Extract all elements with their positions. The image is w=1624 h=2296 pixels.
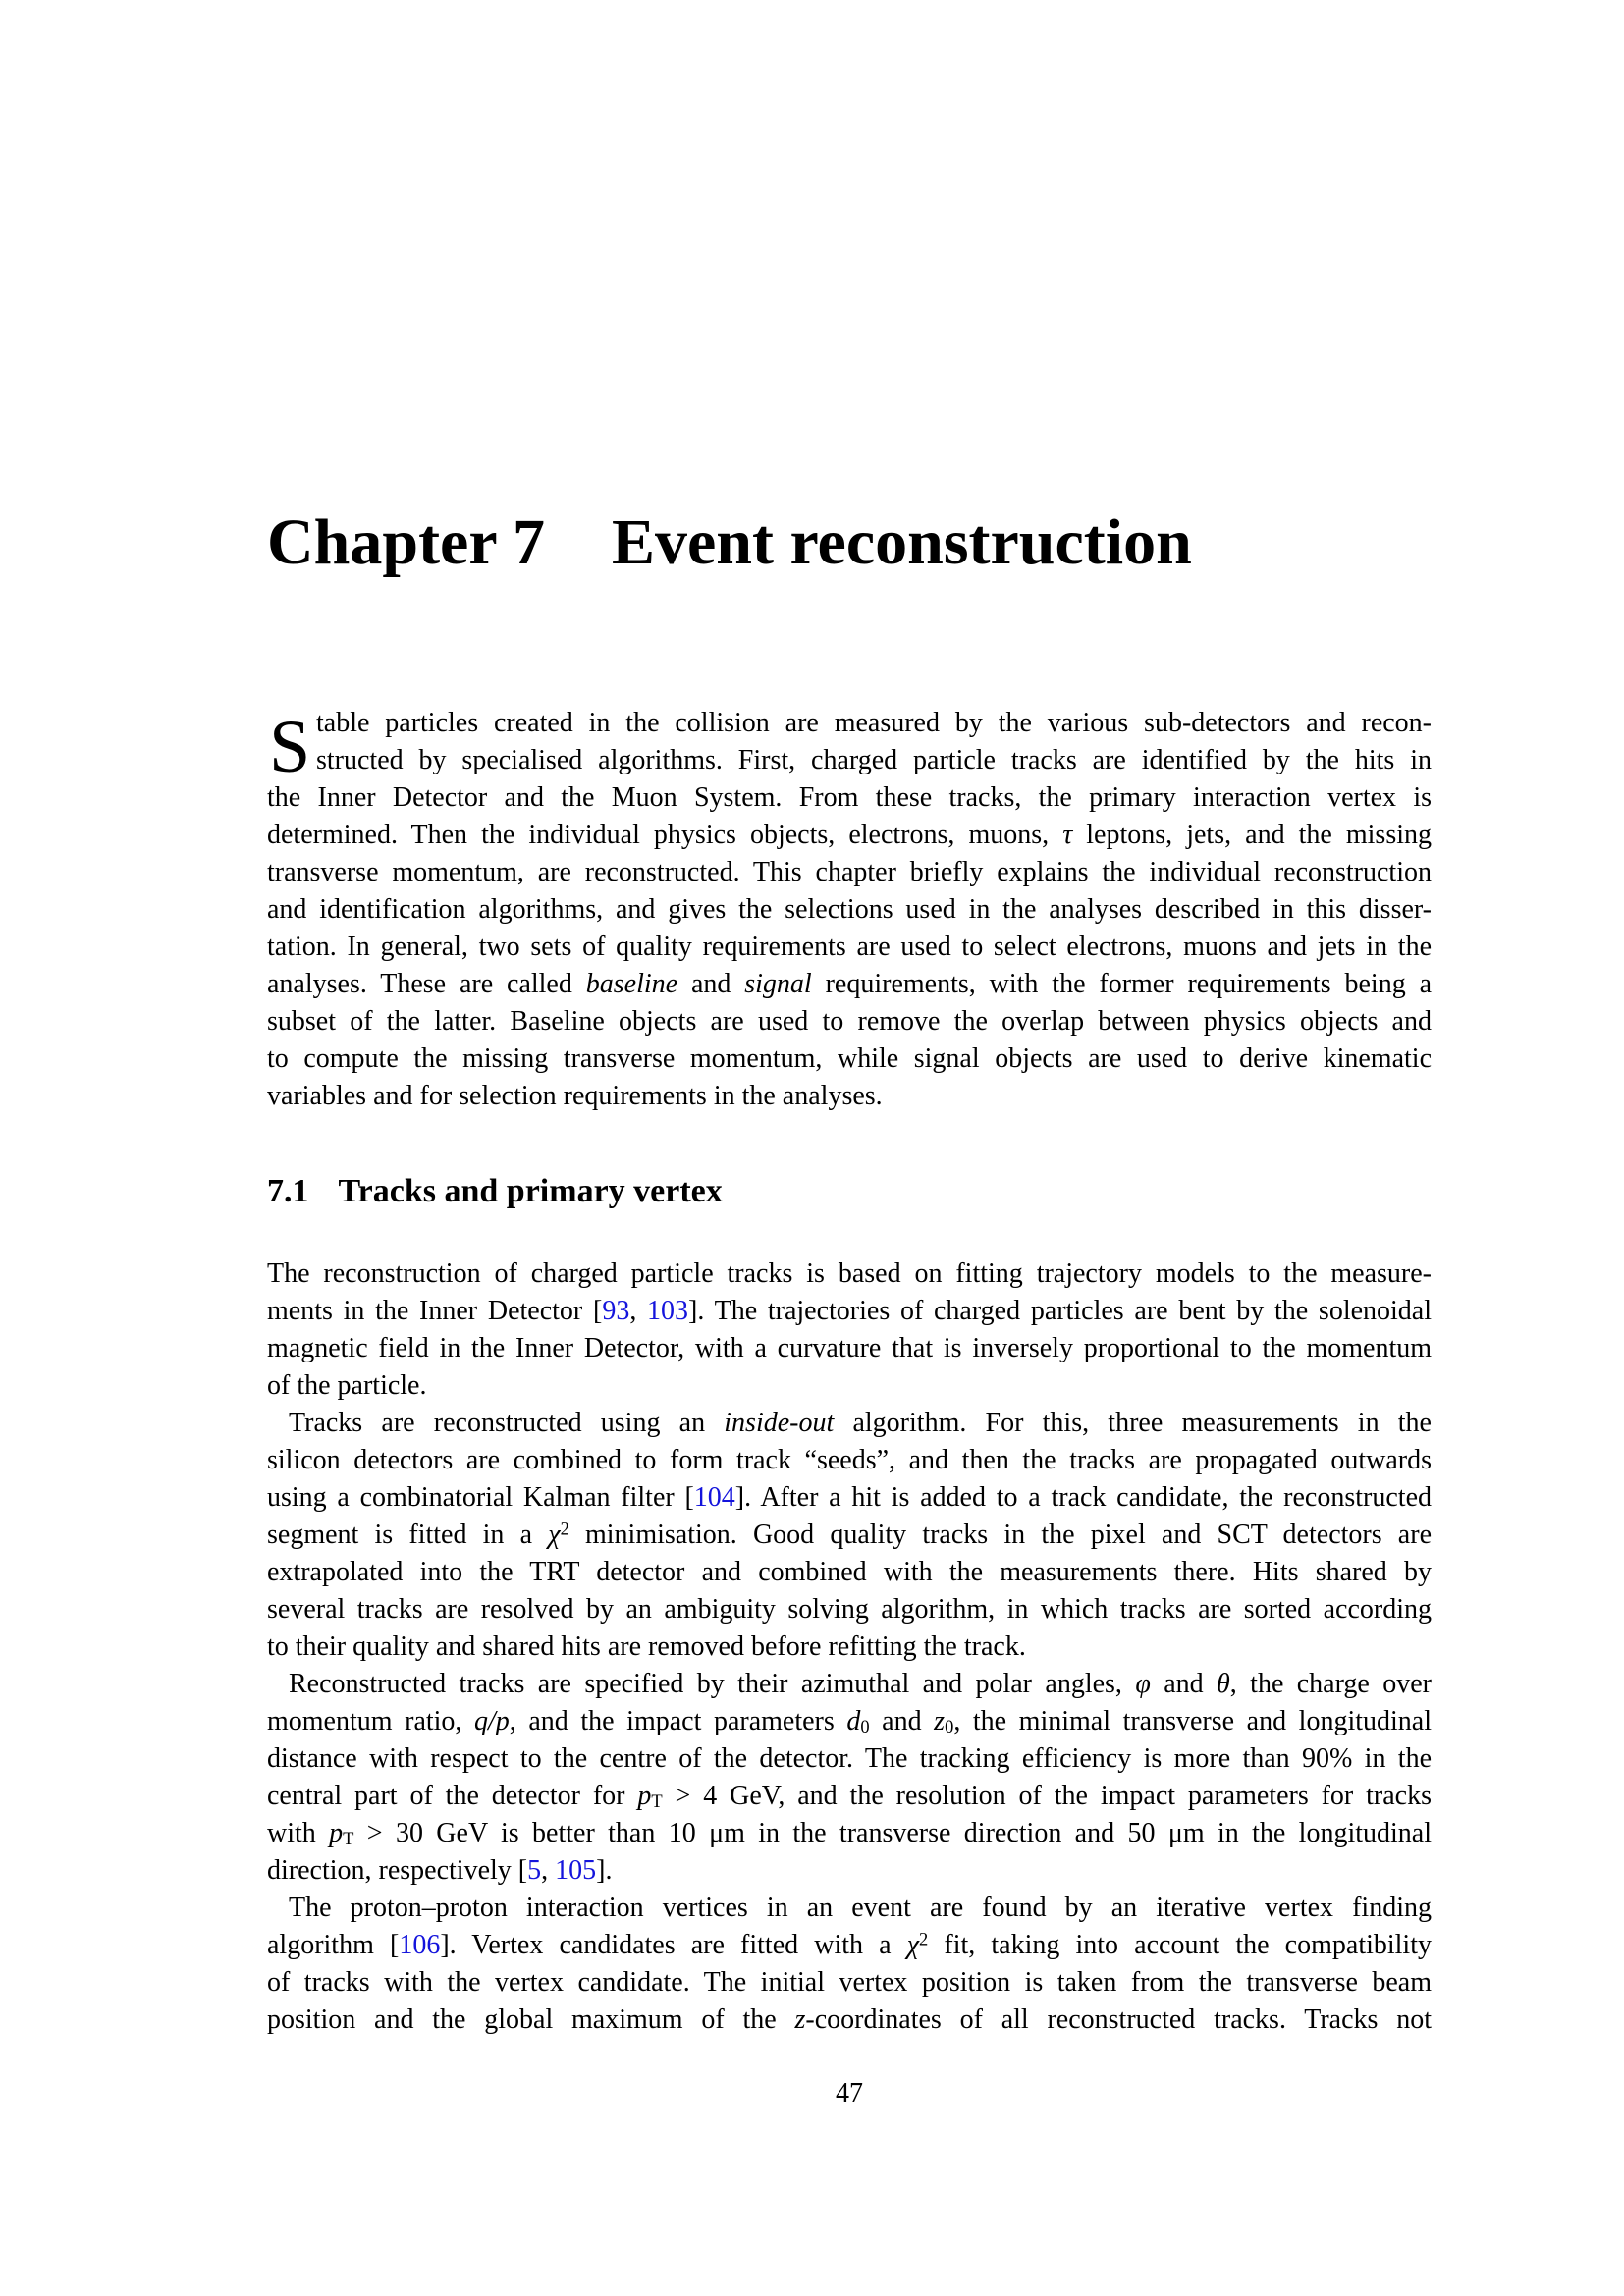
text-segment: ]. Vertex candidates are fitted with a	[440, 1930, 907, 1960]
text-line	[267, 1666, 1432, 1703]
text-segment: χ	[906, 1930, 920, 1960]
text-segment: ments in the Inner Detector [	[267, 1296, 603, 1326]
text-segment: Tracks are reconstructed using an	[289, 1408, 725, 1438]
text-segment: q/p	[474, 1706, 510, 1736]
citation-link[interactable]: 93	[602, 1296, 630, 1326]
text-line	[267, 1442, 1432, 1479]
text-line	[267, 1479, 1432, 1517]
text-line	[267, 1517, 1432, 1554]
text-segment: , the charge over	[1229, 1669, 1432, 1699]
text-segment: requirements, with the former requirements being a	[811, 969, 1432, 999]
document-body	[267, 1255, 1432, 2039]
text-segment: ]. After a hit is added to a track candidate, the reconstructed	[734, 1482, 1432, 1513]
text-segment: momentum ratio,	[267, 1706, 475, 1736]
intro-paragraph	[267, 705, 1432, 1115]
text-line	[267, 1927, 1432, 1964]
text-segment: ]. The trajectories of charged particles are bent by the solenoidal	[688, 1296, 1432, 1326]
text-line	[267, 929, 1432, 966]
text-line	[267, 1629, 1432, 1666]
text-segment: of the particle.	[267, 1370, 427, 1401]
text-segment: position and the global maximum of the	[267, 2004, 795, 2035]
text-segment: subset of the latter. Baseline objects are used to remove the overlap between physics objects and	[267, 1006, 1432, 1037]
text-segment: > 30 GeV is better than 10 μm in the transverse direction and 50 μm in the longitudinal	[353, 1818, 1432, 1848]
text-segment: the Inner Detector and the Muon System. From these tracks, the primary interaction vertex is	[267, 782, 1432, 813]
text-segment: -coordinates of all reconstructed tracks. Tracks not	[805, 2004, 1432, 2035]
text-line	[267, 817, 1432, 854]
text-line	[267, 1367, 1432, 1405]
text-segment: leptons, jets, and the missing	[1072, 820, 1432, 850]
text-segment: magnetic field in the Inner Detector, with a curvature that is inversely proportional to the momentum	[267, 1333, 1432, 1363]
text-segment: p	[329, 1818, 344, 1848]
text-segment: variables and for selection requirements in the analyses.	[267, 1081, 883, 1111]
text-segment: distance with respect to the centre of the detector. The tracking efficiency is more than 90% in the	[267, 1743, 1432, 1774]
text-segment: 0	[860, 1716, 870, 1736]
text-segment: 2	[560, 1519, 569, 1539]
text-segment: segment is fitted in a	[267, 1520, 549, 1550]
text-segment: to compute the missing transverse momentum, while signal objects are used to derive kinematic	[267, 1043, 1432, 1074]
text-segment: inside-out	[724, 1408, 835, 1438]
text-segment: tation. In general, two sets of quality requirements are used to select electrons, muons and jets in the	[267, 932, 1432, 962]
text-segment: and	[677, 969, 745, 999]
text-segment: ,	[629, 1296, 648, 1326]
text-segment: and identification algorithms, and gives the selections used in the analyses described in this disser-	[267, 894, 1432, 925]
text-line	[267, 1041, 1432, 1078]
text-line	[267, 1778, 1432, 1815]
text-segment: > 4 GeV, and the resolution of the impact parameters for tracks	[662, 1781, 1432, 1811]
text-segment: τ	[1062, 820, 1073, 850]
text-line	[267, 1703, 1432, 1740]
text-segment: χ	[548, 1520, 561, 1550]
text-segment: z	[794, 2004, 806, 2035]
text-line	[267, 1964, 1432, 2002]
text-segment: determined. Then the individual physics objects, electrons, muons,	[267, 820, 1063, 850]
citation-link[interactable]: 106	[399, 1930, 441, 1960]
text-segment: The reconstruction of charged particle tracks is based on fitting trajectory models to the measure-	[267, 1258, 1432, 1289]
text-segment: table particles created in the collision are measured by the various sub-detectors and recon-	[316, 708, 1432, 738]
text-segment: algorithm. For this, three measurements in the	[834, 1408, 1432, 1438]
text-line	[267, 1255, 1432, 1293]
drop-cap: S	[269, 706, 311, 788]
text-line	[267, 1890, 1432, 1927]
text-segment: extrapolated into the TRT detector and combined with the measurements there. Hits shared by	[267, 1557, 1432, 1587]
text-line	[267, 1815, 1432, 1852]
chapter-title-text: Event reconstruction	[611, 507, 1192, 578]
text-line	[267, 1078, 1432, 1115]
text-segment: transverse momentum, are reconstructed. This chapter briefly explains the individual reconstruction	[267, 857, 1432, 887]
text-line	[267, 1591, 1432, 1629]
text-line	[267, 2002, 1432, 2039]
text-segment: and	[1150, 1669, 1218, 1699]
text-line	[267, 742, 1432, 779]
text-segment: of tracks with the vertex candidate. The initial vertex position is taken from the transverse beam	[267, 1967, 1432, 1998]
text-segment: θ	[1217, 1669, 1230, 1699]
section-title: Tracks and primary vertex	[338, 1173, 723, 1209]
text-line	[267, 1554, 1432, 1591]
text-segment: algorithm [	[267, 1930, 400, 1960]
text-line	[267, 1852, 1432, 1890]
text-segment: direction, respectively [	[267, 1855, 528, 1886]
text-segment: φ	[1135, 1669, 1151, 1699]
text-segment: ].	[596, 1855, 613, 1886]
text-segment: 0	[945, 1716, 954, 1736]
text-segment: to their quality and shared hits are removed before refitting the track.	[267, 1631, 1026, 1662]
text-segment: signal	[744, 969, 812, 999]
text-segment: several tracks are resolved by an ambiguity solving algorithm, in which tracks are sorted according	[267, 1594, 1432, 1625]
text-segment: structed by specialised algorithms. First, charged particle tracks are identified by the hits in	[316, 745, 1432, 775]
citation-link[interactable]: 5	[527, 1855, 542, 1886]
text-line	[267, 1740, 1432, 1778]
text-segment: T	[343, 1828, 354, 1848]
text-segment: minimisation. Good quality tracks in the pixel and SCT detectors are	[568, 1520, 1432, 1550]
page-number: 47	[836, 2078, 863, 2109]
text-segment: using a combinatorial Kalman filter [	[267, 1482, 694, 1513]
text-segment: ,	[541, 1855, 556, 1886]
text-segment: Reconstructed tracks are specified by their azimuthal and polar angles,	[289, 1669, 1136, 1699]
text-line	[267, 1003, 1432, 1041]
text-segment: T	[651, 1790, 663, 1811]
text-line	[267, 1330, 1432, 1367]
text-line	[267, 966, 1432, 1003]
text-line	[267, 854, 1432, 891]
citation-link[interactable]: 105	[555, 1855, 597, 1886]
text-segment: z	[934, 1706, 946, 1736]
text-segment: p	[637, 1781, 652, 1811]
chapter-title	[267, 507, 1192, 578]
citation-link[interactable]: 104	[693, 1482, 735, 1513]
text-segment: 2	[919, 1929, 929, 1949]
text-segment: analyses. These are called	[267, 969, 586, 999]
text-segment: silicon detectors are combined to form track “seeds”, and then the tracks are propagated outwards	[267, 1445, 1432, 1475]
text-segment: central part of the detector for	[267, 1781, 638, 1811]
text-segment: The proton–proton interaction vertices in an event are found by an iterative vertex finding	[289, 1893, 1432, 1923]
text-segment: baseline	[585, 969, 678, 999]
text-segment: d	[846, 1706, 861, 1736]
text-line	[267, 1293, 1432, 1330]
text-line	[267, 891, 1432, 929]
text-segment: , and the impact parameters	[509, 1706, 847, 1736]
text-line	[267, 705, 1432, 742]
text-segment: fit, taking into account the compatibility	[928, 1930, 1432, 1960]
text-segment: and	[869, 1706, 935, 1736]
chapter-label: Chapter 7	[267, 507, 545, 578]
text-line	[267, 779, 1432, 817]
section-heading	[267, 1172, 723, 1212]
text-segment: , the minimal transverse and longitudinal	[953, 1706, 1432, 1736]
text-segment: with	[267, 1818, 330, 1848]
section-number: 7.1	[267, 1173, 309, 1209]
citation-link[interactable]: 103	[647, 1296, 689, 1326]
text-line	[267, 1405, 1432, 1442]
